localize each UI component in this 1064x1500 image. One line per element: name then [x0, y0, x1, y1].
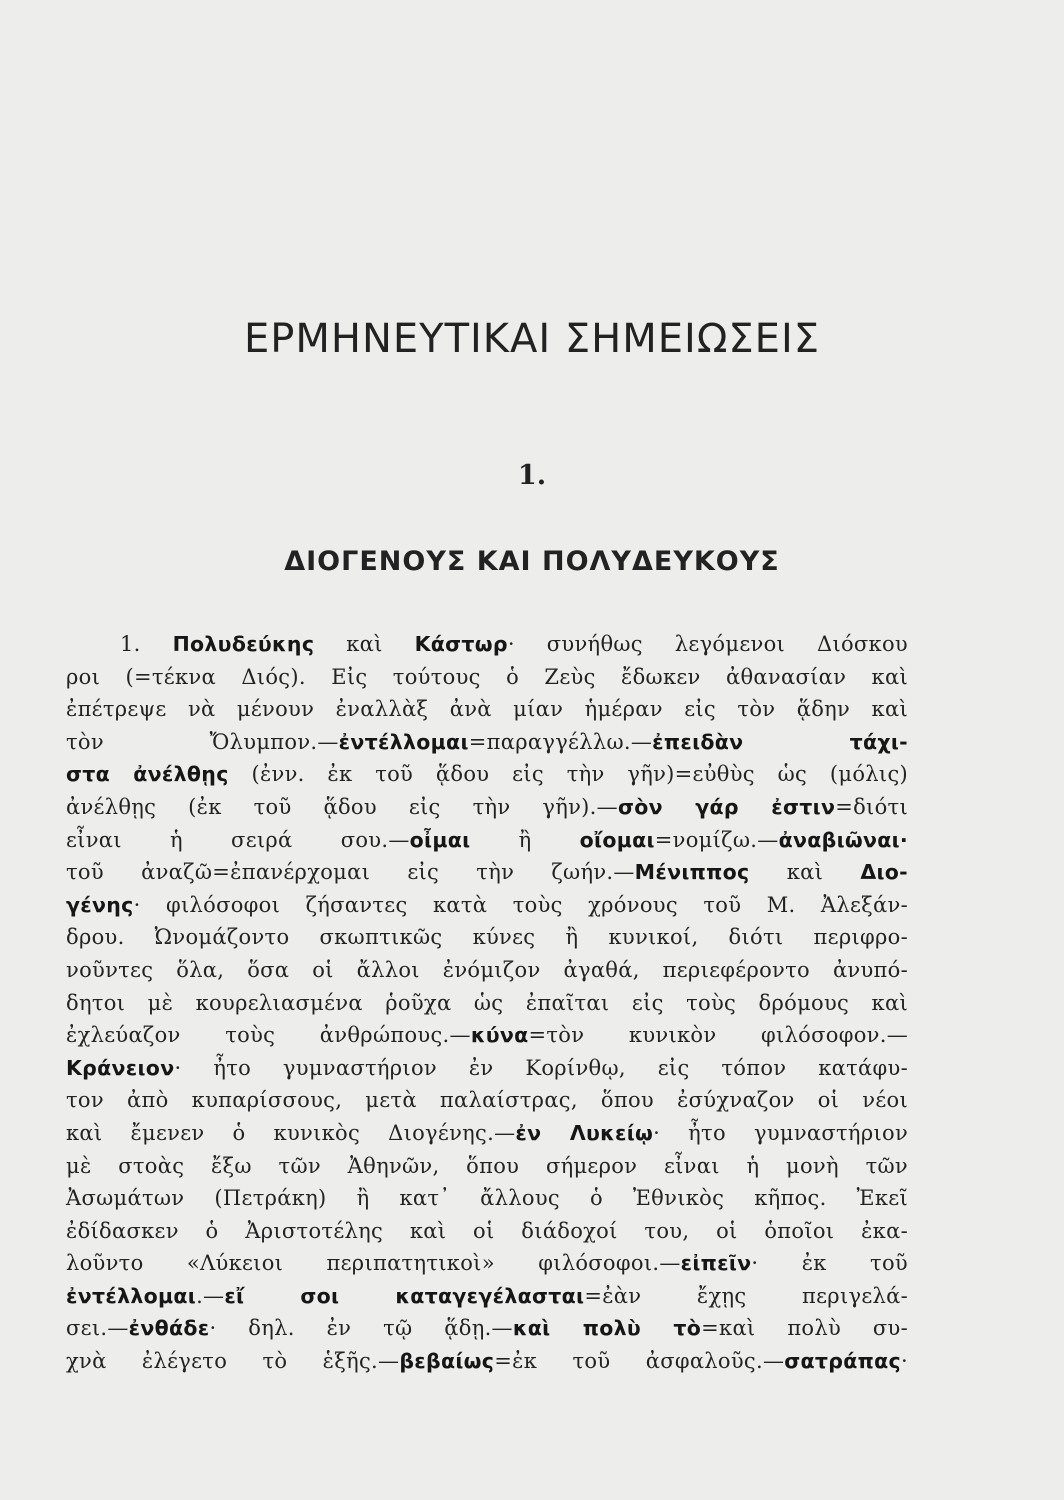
text-run: μὲ στοὰς ἔξω τῶν Ἀθηνῶν, ὅπου σήμερον εἶναι ἡ μονὴ τῶν	[66, 1153, 908, 1178]
text-run: =νομίζω.—	[654, 827, 779, 852]
text-run: .—	[196, 1283, 225, 1308]
text-run: · ἐκ τοῦ	[751, 1251, 908, 1276]
glossed-term: εἰπεῖν	[680, 1251, 752, 1276]
glossed-term: σὸν γάρ ἐστιν	[617, 794, 836, 819]
glossed-term: στα ἀνέλθῃς	[66, 762, 229, 787]
text-run: =διότι	[835, 794, 908, 819]
glossed-term: ἀναβιῶναι·	[778, 827, 908, 852]
glossed-term: ἐνθάδε	[128, 1316, 210, 1341]
text-run: =τὸν κυνικὸν φιλόσοφον.—	[528, 1023, 908, 1048]
text-line	[66, 726, 908, 759]
glossed-term: ἐντέλλομαι	[66, 1283, 197, 1308]
text-run: τον ἀπὸ κυπαρίσσους, μετὰ παλαίστρας, ὅπου ἐσύχναζον οἱ νέοι	[66, 1088, 908, 1113]
text-run: εἶναι ἡ σειρά σου.—	[66, 827, 410, 852]
text-run: ἢ	[470, 827, 580, 852]
text-line	[66, 758, 908, 791]
text-run: σει.—	[66, 1316, 129, 1341]
glossed-term: κύνα	[470, 1023, 529, 1048]
text-run: · ἦτο γυμναστήριον	[653, 1120, 909, 1145]
text-run: ἐδίδασκεν ὁ Ἀριστοτέλης καὶ οἱ διάδοχοί του, οἱ ὁποῖοι ἐκα-	[66, 1218, 908, 1243]
text-run: τὸν Ὄλυμπον.—	[66, 729, 339, 754]
text-run: · δηλ. ἐν τῷ ᾅδῃ.—	[209, 1316, 513, 1341]
section-title: ΔΙΟΓΕΝΟΥΣ ΚΑΙ ΠΟΛΥΔΕΥΚΟΥΣ	[284, 546, 780, 577]
text-run: νοῦντες ὅλα, ὅσα οἱ ἄλλοι ἐνόμιζον ἀγαθά, περιεφέροντο ἀνυπό-	[66, 957, 908, 982]
text-line	[66, 889, 908, 922]
glossed-term: Διο-	[860, 860, 908, 885]
text-line	[66, 1280, 908, 1313]
text-line	[66, 1052, 908, 1085]
text-line	[66, 1312, 908, 1345]
glossed-term: καὶ πολὺ τὸ	[512, 1316, 702, 1341]
text-run: καὶ ἔμενεν ὁ κυνικὸς Διογένης.—	[66, 1120, 516, 1145]
glossed-term: Πολυδεύκης	[172, 632, 315, 656]
text-line	[66, 693, 908, 726]
glossed-term: ἐντέλλομαι	[338, 729, 469, 754]
text-run: · συνήθως λεγόμενοι Διόσκου	[507, 632, 908, 656]
text-line	[66, 1084, 908, 1117]
text-line	[66, 791, 908, 824]
text-run: καὶ	[314, 632, 415, 656]
text-line	[66, 1247, 908, 1280]
text-run: =παραγγέλλω.—	[468, 729, 653, 754]
text-line	[66, 1117, 908, 1150]
glossed-term: σατράπας	[784, 1349, 902, 1374]
section-number: 1.	[517, 460, 547, 491]
bleed-through-texture	[92, 150, 922, 176]
text-line	[66, 661, 908, 694]
text-run: χνὰ ἐλέγετο τὸ ἑξῆς.—	[66, 1349, 400, 1374]
glossed-term: βεβαίως	[399, 1349, 495, 1374]
text-run: ·	[901, 1349, 908, 1374]
text-run: ἀνέλθῃς (ἐκ τοῦ ᾅδου εἰς τὴν γῆν).—	[66, 794, 618, 819]
text-run: =ἐκ τοῦ ἀσφαλοῦς.—	[494, 1349, 785, 1374]
text-line	[66, 1150, 908, 1183]
text-line	[66, 1182, 908, 1215]
page-heading: ΕΡΜΗΝΕΥΤΙΚΑΙ ΣΗΜΕΙΩΣΕΙΣ	[243, 316, 821, 362]
text-run: (ἐνν. ἐκ τοῦ ᾅδου εἰς τὴν γῆν)=εὐθὺς ὡς (μόλις)	[228, 762, 908, 787]
text-run: λοῦντο «Λύκειοι περιπατητικοὶ» φιλόσοφοι.—	[66, 1251, 681, 1276]
glossed-term: γένης	[66, 892, 134, 917]
text-line	[66, 1019, 908, 1052]
text-line	[66, 824, 908, 857]
text-run: =ἐὰν ἔχῃς περιγελά-	[584, 1283, 909, 1308]
text-run: δρου. Ὠνομάζοντο σκωπτικῶς κύνες ἢ κυνικοί, διότι περιφρο-	[66, 925, 908, 950]
text-line	[66, 1345, 908, 1378]
text-run: ροι (=τέκνα Διός). Εἰς τούτους ὁ Ζεὺς ἔδωκεν ἀθανασίαν καὶ	[66, 664, 908, 689]
glossed-term: οἴομαι	[579, 827, 655, 852]
text-run: ἐχλεύαζον τοὺς ἀνθρώπους.—	[66, 1023, 471, 1048]
glossed-term: Κράνειον	[66, 1055, 175, 1080]
text-run: · ἦτο γυμναστήριον ἐν Κορίνθῳ, εἰς τόπον κατάφυ-	[174, 1055, 908, 1080]
text-run: Ἀσωμάτων (Πετράκη) ἢ κατ᾽ ἄλλους ὁ Ἐθνικὸς κῆπος. Ἐκεῖ	[66, 1186, 908, 1211]
glossed-term: εἴ σοι καταγεγέλασται	[224, 1283, 585, 1308]
glossed-term: οἶμαι	[409, 827, 471, 852]
text-line	[66, 954, 908, 987]
text-run: · φιλόσοφοι ζήσαντες κατὰ τοὺς χρόνους τοῦ Μ. Ἀλεξάν-	[133, 892, 908, 917]
glossed-term: Μένιππος	[634, 860, 750, 885]
glossed-term: Κάστωρ	[414, 632, 508, 656]
text-run: τοῦ ἀναζῶ=ἐπανέρχομαι εἰς τὴν ζωήν.—	[66, 860, 635, 885]
glossed-term: ἐν Λυκείῳ	[515, 1120, 654, 1145]
text-line	[66, 1215, 908, 1248]
text-run: καὶ	[749, 860, 861, 885]
text-run: 1.	[120, 632, 173, 656]
text-line	[66, 987, 908, 1020]
glossed-term: ἐπειδὰν τάχι-	[652, 729, 908, 754]
text-run: ἐπέτρεψε νὰ μένουν ἐναλλὰξ ἀνὰ μίαν ἡμέραν εἰς τὸν ᾅδην καὶ	[66, 697, 908, 722]
text-line	[66, 921, 908, 954]
text-line	[66, 856, 908, 889]
text-line	[66, 628, 908, 661]
commentary-paragraph	[66, 628, 908, 1378]
text-run: δητοι μὲ κουρελιασμένα ῥοῦχα ὡς ἐπαῖται εἰς τοὺς δρόμους καὶ	[66, 990, 908, 1015]
text-run: =καὶ πολὺ συ-	[701, 1316, 908, 1341]
